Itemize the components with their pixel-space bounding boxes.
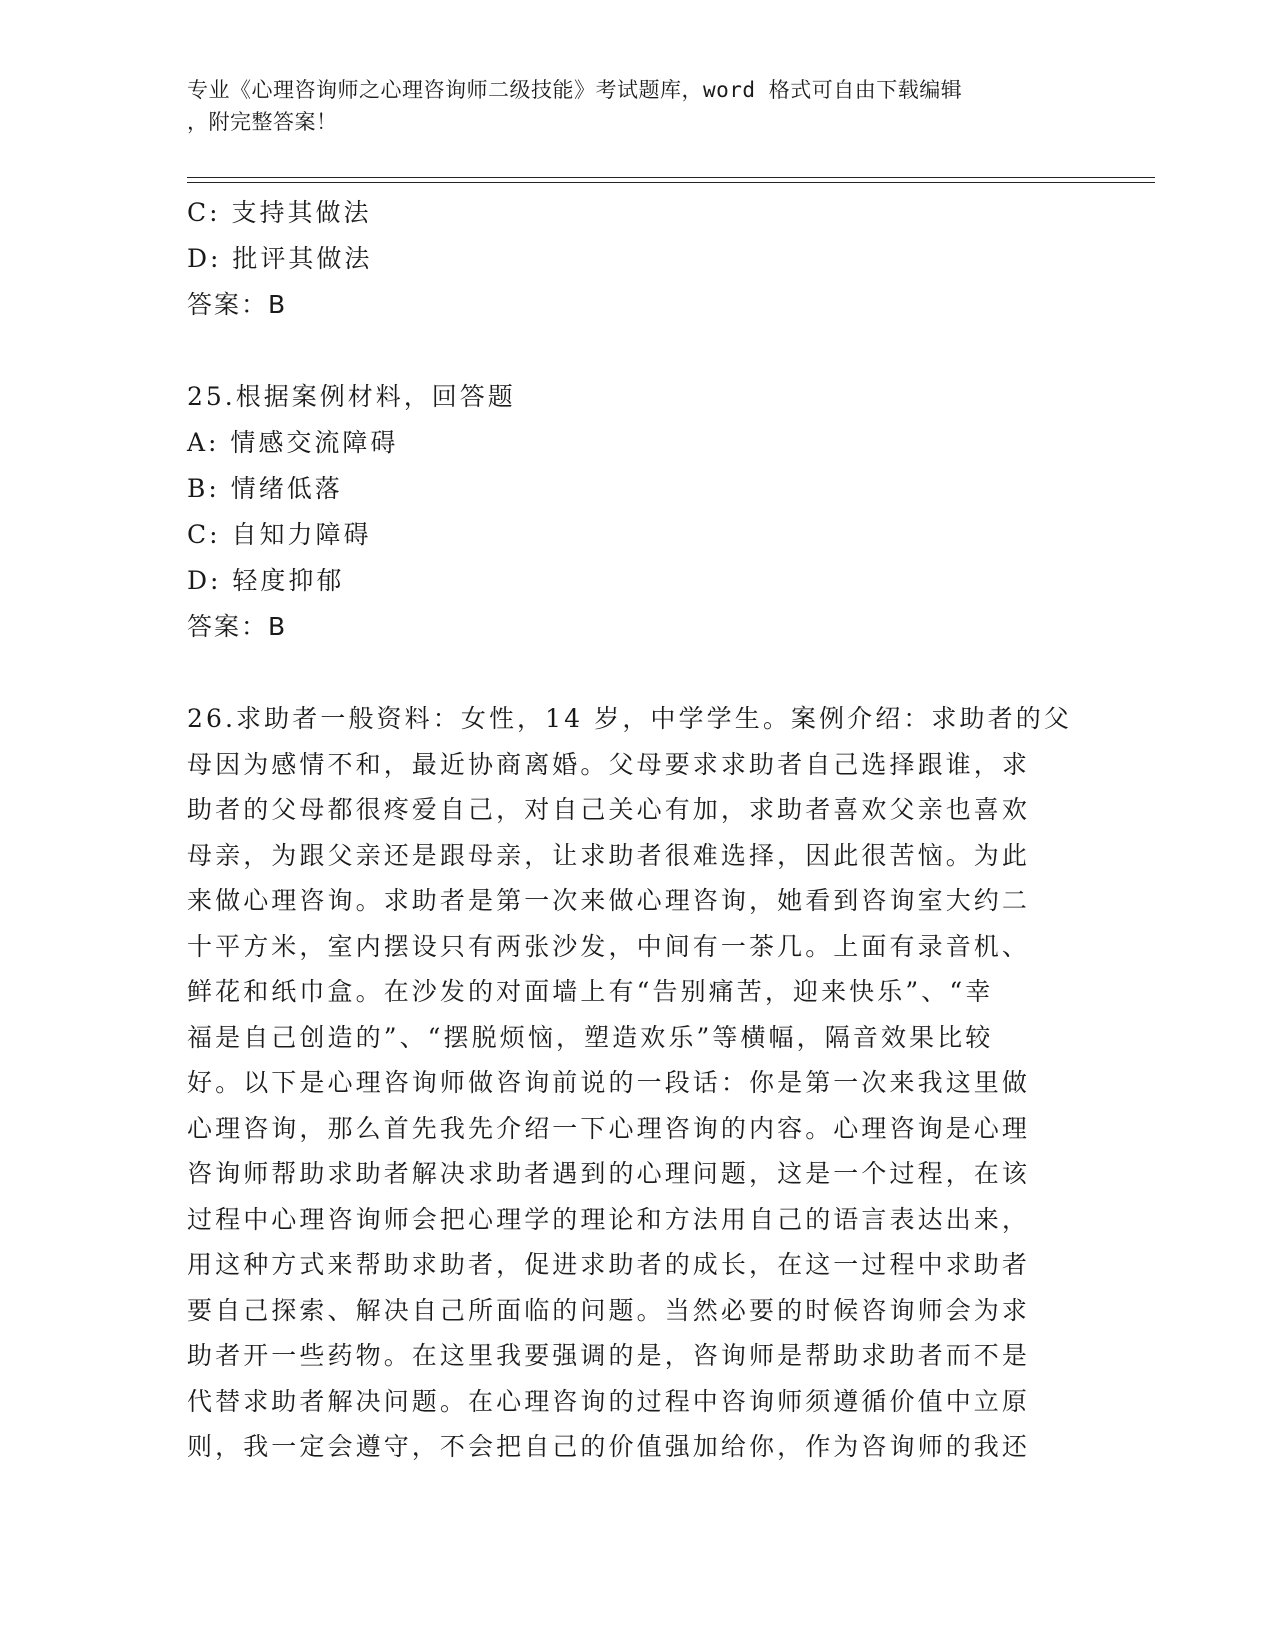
- case-text-line: 用这种方式来帮助求助者，促进求助者的成长，在这一过程中求助者: [187, 1250, 1031, 1279]
- case-text-line: 咨询师帮助求助者解决求助者遇到的心理问题，这是一个过程，在该: [187, 1159, 1031, 1188]
- answer-line: 答案：B: [187, 612, 288, 641]
- case-text-line: 代替求助者解决问题。在心理咨询的过程中咨询师须遵循价值中立原: [187, 1386, 1031, 1416]
- case-text-line: 则，我一定会遵守，不会把自己的价值强加给你，作为咨询师的我还: [187, 1432, 1031, 1461]
- spacer: [187, 650, 1087, 696]
- case-text-line: 助者的父母都很疼爱自己，对自己关心有加，求助者喜欢父亲也喜欢: [187, 795, 1031, 824]
- case-text-line: 鲜花和纸巾盒。在沙发的对面墙上有“告别痛苦，迎来快乐”、“幸: [187, 977, 994, 1006]
- case-text-line: 好。以下是心理咨询师做咨询前说的一段话：你是第一次来我这里做: [187, 1068, 1031, 1097]
- case-text-line: 福是自己创造的”、“摆脱烦恼，塑造欢乐”等横幅，隔音效果比较: [187, 1022, 994, 1052]
- option-c: C: 支持其做法: [187, 198, 372, 227]
- option-d: D: 轻度抑郁: [187, 566, 345, 595]
- option-d: D: 批评其做法: [187, 244, 373, 273]
- option-c: C: 自知力障碍: [187, 520, 372, 549]
- question-24-tail: [187, 190, 1087, 328]
- case-text-line: 母因为感情不和，最近协商离婚。父母要求求助者自己选择跟谁，求: [187, 749, 1031, 779]
- spacer: [187, 328, 1087, 374]
- answer-line: 答案：B: [187, 290, 288, 319]
- case-text-line: 要自己探索、解决自己所面临的问题。当然必要的时候咨询师会为求: [187, 1295, 1031, 1325]
- option-b: B: 情绪低落: [187, 474, 343, 503]
- header-divider-bottom: [187, 182, 1155, 183]
- case-text-line: 助者开一些药物。在这里我要强调的是，咨询师是帮助求助者而不是: [187, 1341, 1031, 1370]
- question-25: [187, 374, 1087, 650]
- header-divider-top: [187, 177, 1155, 178]
- case-text-line: 十平方米，室内摆设只有两张沙发，中间有一茶几。上面有录音机、: [187, 931, 1031, 961]
- case-text-line: 26.求助者一般资料：女性，14 岁，中学学生。案例介绍：求助者的父: [187, 704, 1072, 733]
- case-text-line: 心理咨询，那么首先我先介绍一下心理咨询的内容。心理咨询是心理: [187, 1113, 1031, 1143]
- header-line-2: ，附完整答案！: [187, 110, 338, 134]
- case-text-line: 来做心理咨询。求助者是第一次来做心理咨询，她看到咨询室大约二: [187, 886, 1031, 915]
- document-header: [187, 74, 1087, 138]
- case-text-line: 过程中心理咨询师会把心理学的理论和方法用自己的语言表达出来，: [187, 1204, 1031, 1234]
- option-a: A: 情感交流障碍: [187, 428, 399, 457]
- question-26-case: [187, 696, 1087, 1470]
- question-stem: 25.根据案例材料，回答题: [187, 382, 516, 411]
- case-text-line: 母亲，为跟父亲还是跟母亲，让求助者很难选择，因此很苦恼。为此: [187, 840, 1031, 870]
- document-body: [187, 190, 1087, 1470]
- header-line-1: 专业《心理咨询师之心理咨询师二级技能》考试题库，word 格式可自由下载编辑: [187, 78, 963, 102]
